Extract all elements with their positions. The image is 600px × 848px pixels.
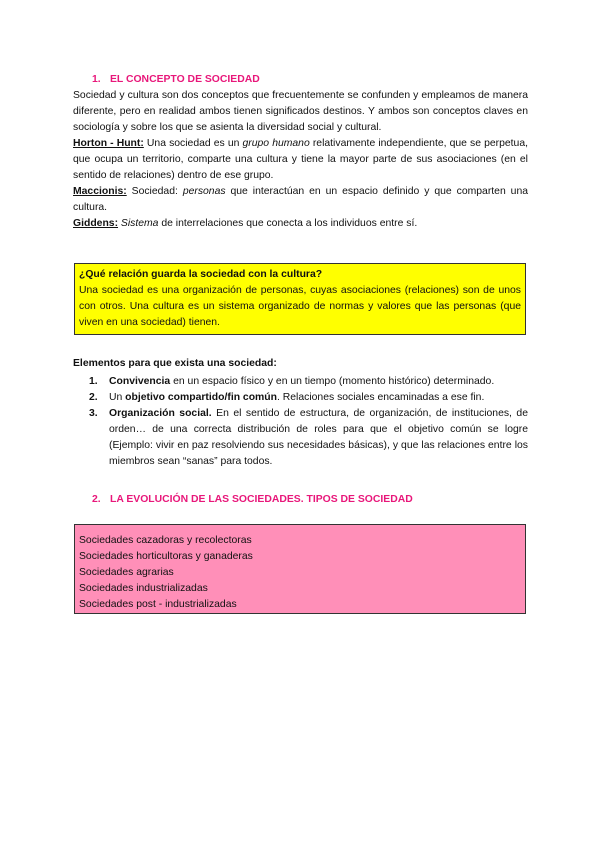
elements-list <box>73 374 528 470</box>
definition-horton-hunt: Horton - Hunt: Una sociedad es un grupo humano relativamente independiente, que se perpetua, que ocupa un territorio, comparte una cultura y tiene la mayor parte de sus asociaciones (en el sentido de relaciones) dentro de ese grupo. <box>73 138 529 181</box>
definition-giddens: Giddens: Sistema de interrelaciones que conecta a los individuos entre sí. <box>73 218 418 229</box>
callout-question: ¿Qué relación guarda la sociedad con la cultura? <box>79 269 323 280</box>
society-culture-callout <box>74 263 526 335</box>
section-2-number: 2. <box>92 494 101 505</box>
section-2-title: LA EVOLUCIÓN DE LAS SOCIEDADES. TIPOS DE SOCIEDAD <box>110 494 413 505</box>
definition-maccionis: Maccionis: Sociedad: personas que interactúan en un espacio definido y que comparten una cultura. <box>73 186 528 213</box>
section-2-heading <box>92 492 413 508</box>
callout-answer: Una sociedad es una organización de personas, cuyas asociaciones (relaciones) son de unos con otros. Una cultura es un sistema organizado de normas y valores que las personas (que viven en una sociedad) tienen. <box>79 285 521 328</box>
section-1-heading <box>92 72 260 88</box>
section-1-number: 1. <box>92 74 101 85</box>
list-item: Sociedades cazadoras y recolectoras <box>79 535 252 546</box>
society-types-box <box>74 524 526 614</box>
list-item: 2. Un objetivo compartido/fin común. Relaciones sociales encaminadas a ese fin. <box>89 392 485 403</box>
list-item: Sociedades post - industrializadas <box>79 599 237 610</box>
elements-title: Elementos para que exista una sociedad: <box>73 358 277 369</box>
list-item: 3. Organización social. En el sentido de estructura, de organización, de instituciones, de orden… de una correcta distribución de roles para que el objetivo común se logre (Ejemplo: vivir en paz resolviendo sus necesidades básicas), y que las relaciones entre los miembros sean “sanas” para todos. <box>89 408 528 467</box>
intro-paragraph: Sociedad y cultura son dos conceptos que frecuentemente se confunden y empleamos de manera diferente, pero en realidad ambos tienen significados destinos. Y ambos son conceptos claves en sociología y sobre los que se asienta la diversidad social y cultural. <box>73 90 528 133</box>
list-item: 1. Convivencia en un espacio físico y en un tiempo (momento histórico) determinado. <box>89 376 495 387</box>
section-1-body <box>73 88 528 232</box>
society-elements <box>73 356 528 470</box>
section-1-title: EL CONCEPTO DE SOCIEDAD <box>110 74 260 85</box>
list-item: Sociedades industrializadas <box>79 583 208 594</box>
list-item: Sociedades agrarias <box>79 567 174 578</box>
list-item: Sociedades horticultoras y ganaderas <box>79 551 253 562</box>
